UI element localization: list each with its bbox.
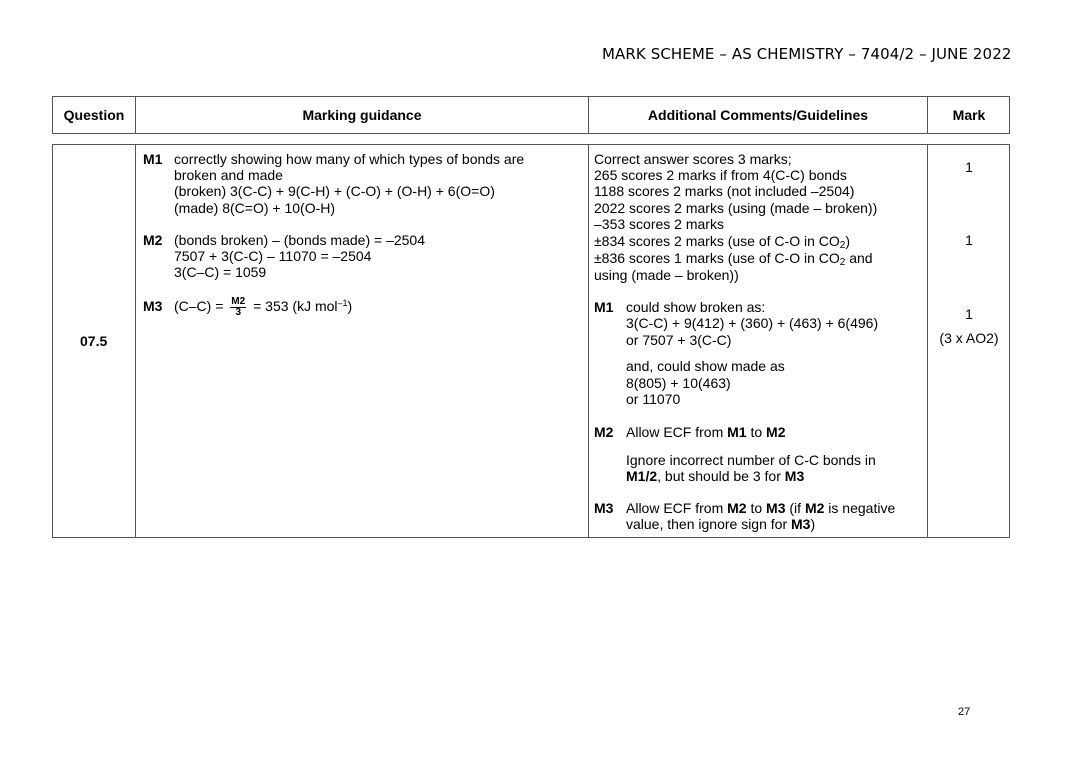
m3-lhs: (C–C) = — [174, 298, 224, 314]
mark-m1: 1 — [965, 159, 973, 175]
page-number: 27 — [958, 706, 971, 718]
guidance-m1-label: M1 — [143, 151, 163, 167]
m3-fraction-denominator: 3 — [235, 306, 242, 318]
column-header-mark: Mark — [952, 107, 986, 123]
m3-fraction-numerator: M2 — [231, 295, 246, 307]
guidance-m3-equation — [174, 292, 352, 320]
comment-m1-line-1: could show broken as: — [626, 299, 766, 315]
comment-line-5: –353 scores 2 marks — [594, 216, 724, 232]
comment-line-836-cont: using (made – broken)) — [594, 267, 739, 283]
comment-m2-allow: Allow ECF from M1 to M2 — [626, 424, 786, 440]
comment-line-4: 2022 scores 2 marks (using (made – broken)) — [594, 200, 878, 216]
m3-sup: –1 — [337, 298, 348, 308]
guidance-m2-line-1: (bonds broken) – (bonds made) = –2504 — [174, 232, 425, 248]
comment-m3-label: M3 — [594, 500, 614, 516]
question-number: 07.5 — [80, 333, 108, 349]
document-header: MARK SCHEME – AS CHEMISTRY – 7404/2 – JUNE 2022 — [602, 45, 1012, 63]
guidance-m2-line-3: 3(C–C) = 1059 — [174, 264, 267, 280]
comment-m1-line-2: 3(C-C) + 9(412) + (360) + (463) + 6(496) — [626, 315, 879, 331]
column-header-guidance: Marking guidance — [302, 107, 422, 123]
comment-m1-made-2: 8(805) + 10(463) — [626, 375, 731, 391]
guidance-m1-line-3: (broken) 3(C-C) + 9(C-H) + (C-O) + (O-H) + 6(O=O) — [174, 183, 495, 199]
comment-line-1: Correct answer scores 3 marks; — [594, 151, 792, 167]
comment-line-3: 1188 scores 2 marks (not included –2504) — [594, 183, 855, 199]
guidance-m1-line-1: correctly showing how many of which types of bonds are — [174, 151, 525, 167]
mark-m2: 1 — [965, 232, 973, 248]
m3-close: ) — [347, 298, 353, 314]
comment-line-836: ±836 scores 1 marks (use of C-O in $CO_2$ and — [594, 250, 873, 268]
guidance-m3-label: M3 — [143, 298, 163, 314]
mark-ao: (3 x AO2) — [939, 330, 999, 346]
guidance-m1-line-4: (made) 8(C=O) + 10(O-H) — [174, 200, 336, 216]
comment-m1-made-3: or 11070 — [626, 391, 681, 407]
comment-line-2: 265 scores 2 marks if from 4(C-C) bonds — [594, 167, 847, 183]
comment-m2-but: M1/2, but should be 3 for M3 — [626, 468, 805, 484]
comment-m1-line-3: or 7507 + 3(C-C) — [626, 332, 732, 348]
m3-rhs: = 353 (kJ mol — [253, 298, 338, 314]
comment-m1-label: M1 — [594, 299, 614, 315]
comment-m2-ignore: Ignore incorrect number of C-C bonds in — [626, 452, 876, 468]
comment-line-834: ±834 scores 2 marks (use of C-O in $CO_2$) — [594, 233, 850, 251]
comment-m3-allow: Allow ECF from M2 to M3 (if M2 is negative — [626, 500, 896, 516]
comment-m1-made-1: and, could show made as — [626, 358, 785, 374]
guidance-m2-line-2: 7507 + 3(C-C) – 11070 = –2504 — [174, 248, 372, 264]
column-header-question: Question — [63, 107, 125, 123]
guidance-m1-line-2: broken and made — [174, 167, 283, 183]
comment-m2-label: M2 — [594, 424, 614, 440]
comment-m3-value: value, then ignore sign for M3) — [626, 516, 816, 532]
mark-m3: 1 — [965, 306, 973, 322]
guidance-m2-label: M2 — [143, 232, 163, 248]
column-header-comments: Additional Comments/Guidelines — [647, 107, 869, 123]
m3-fraction — [230, 297, 246, 318]
